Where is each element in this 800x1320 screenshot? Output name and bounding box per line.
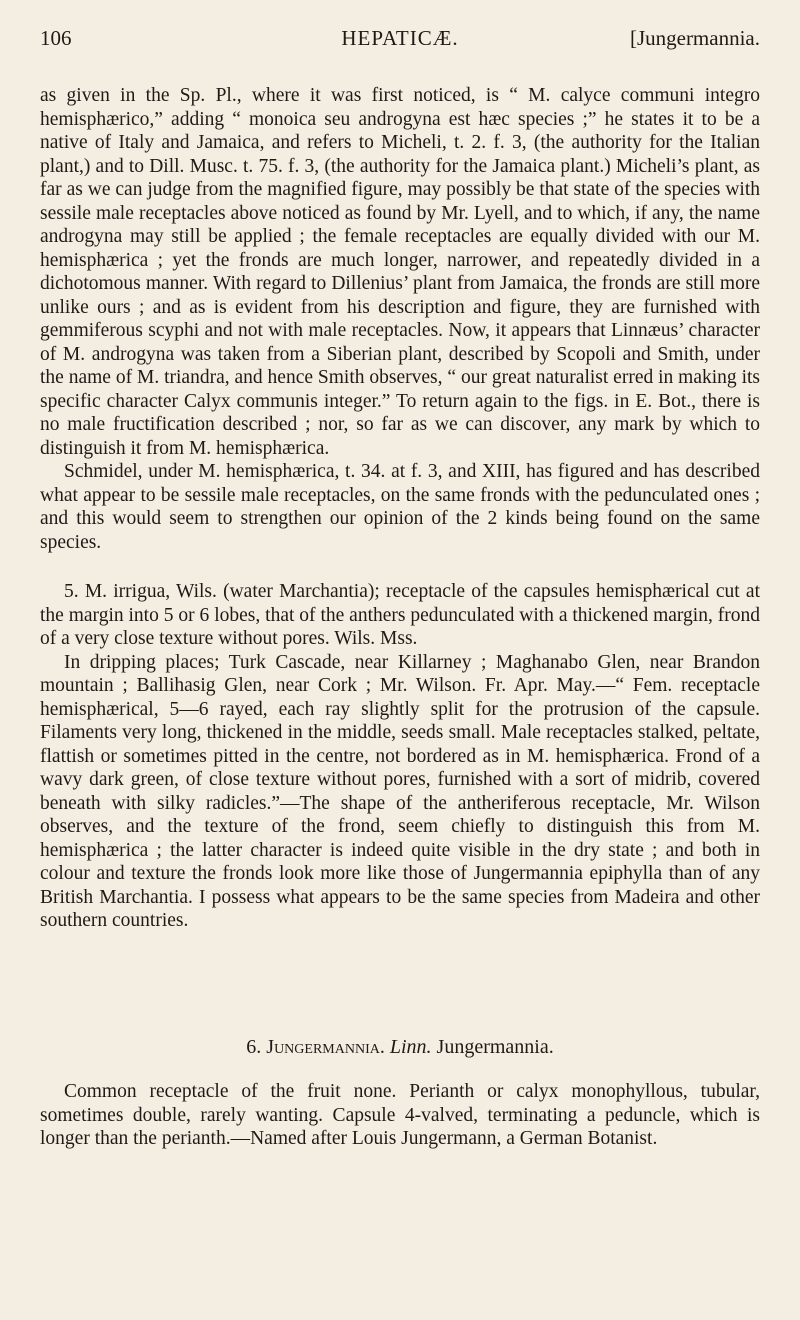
paragraph-text: Schmidel, under M. hemisphærica, t. 34. at f. 3, and XIII, has figured and has described what appear to be sessile male receptacles, on the same fronds with the pedunculated ones ; and this would seem to strengthen our opinion of the 2 kinds being found on the same species.	[40, 461, 760, 553]
genus-name: Jungermannia.	[266, 1036, 385, 1058]
species-heading: 5. M. irrigua, Wils. (water Marchantia); receptacle of the capsules hemisphærical cut at the margin into 5 or 6 lobes, that of the anthers pedunculated with a thickened margin, frond of a very close texture without pores. Wils. Mss.	[40, 581, 760, 649]
running-head	[40, 20, 760, 56]
genus-common-name: Jungermannia.	[436, 1036, 554, 1058]
genus-heading	[40, 1036, 760, 1060]
paragraph-text: as given in the Sp. Pl., where it was first noticed, is “ M. calyce communi integro hemisphærico,” adding “ monoica seu androgyna est hæc species ;” he states it to be a native of Italy and Jamaica, and refers to Micheli, t. 2. f. 3, (the authority for the Italian plant,) and to Dill. Musc. t. 75. f. 3, (the authority for the Jamaica plant.) Micheli’s plant, as far as we can judge from the magnified figure, may possibly be that state of the species with sessile male receptacles above noticed as found by Mr. Lyell, and to which, if any, the name androgyna may still be applied ; the female receptacles are equally divided with our M. hemisphærica ; yet the fronds are much longer, narrower, and repeatedly divided in a dichotomous manner. With regard to Dillenius’ plant from Jamaica, the fronds are still more unlike ours ; and as is evident from his description and figure, they are furnished with gemmiferous scyphi and not with male receptacles. Now, it appears that Linnæus’ character of M. androgyna was taken from a Siberian plant, described by Scopoli and Smith, under the name of M. triandra, and hence Smith observes, “ our great naturalist erred in making its specific character Calyx communis integer.” To return again to the figs. in E. Bot., there is no male fructification described ; nor, so far as we can discover, any mark by which to distinguish it from M. hemisphærica.	[40, 85, 760, 459]
paragraph-text: In dripping places; Turk Cascade, near Killarney ; Maghanabo Glen, near Brandon mountain ; Ballihasig Glen, near Cork ; Mr. Wilson. Fr. Apr. May.—“ Fem. receptacle hemisphærical, 5—6 rayed, each ray slightly split for the protrusion of the capsule. Filaments very long, thickened in the middle, seeds small. Male receptacles stalked, peltate, flattish or sometimes pitted in the centre, not bordered as in M. hemisphærica. Frond of a wavy dark green, of close texture without pores, furnished with a sort of midrib, covered beneath with silky radicles.”—The shape of the antheriferous receptacle, Mr. Wilson observes, and the texture of the frond, seem chiefly to distinguish this from M. hemisphærica ; the latter character is indeed quite visible in the dry state ; and both in colour and texture the fronds look more like those of Jungermannia epiphylla than of any British Marchantia. I possess what appears to be the same species from Madeira and other southern countries.	[40, 651, 760, 931]
genus-number: 6.	[246, 1036, 262, 1058]
paragraph-irrigua	[40, 580, 760, 933]
page-title: HEPATICÆ.	[341, 26, 459, 50]
paragraph-text: Common receptacle of the fruit none. Perianth or calyx monophyllous, tubular, sometimes double, rarely wanting. Capsule 4-valved, terminating a peduncle, which is longer than the perianth.—Named after Louis Jungermann, a German Botanist.	[40, 1081, 760, 1149]
paragraph-androgyna	[40, 84, 760, 554]
genus-author: Linn.	[389, 1036, 432, 1058]
page-number: 106	[40, 26, 72, 50]
section-title: [Jungermannia.	[629, 26, 760, 50]
paragraph-genus-description	[40, 1080, 760, 1151]
